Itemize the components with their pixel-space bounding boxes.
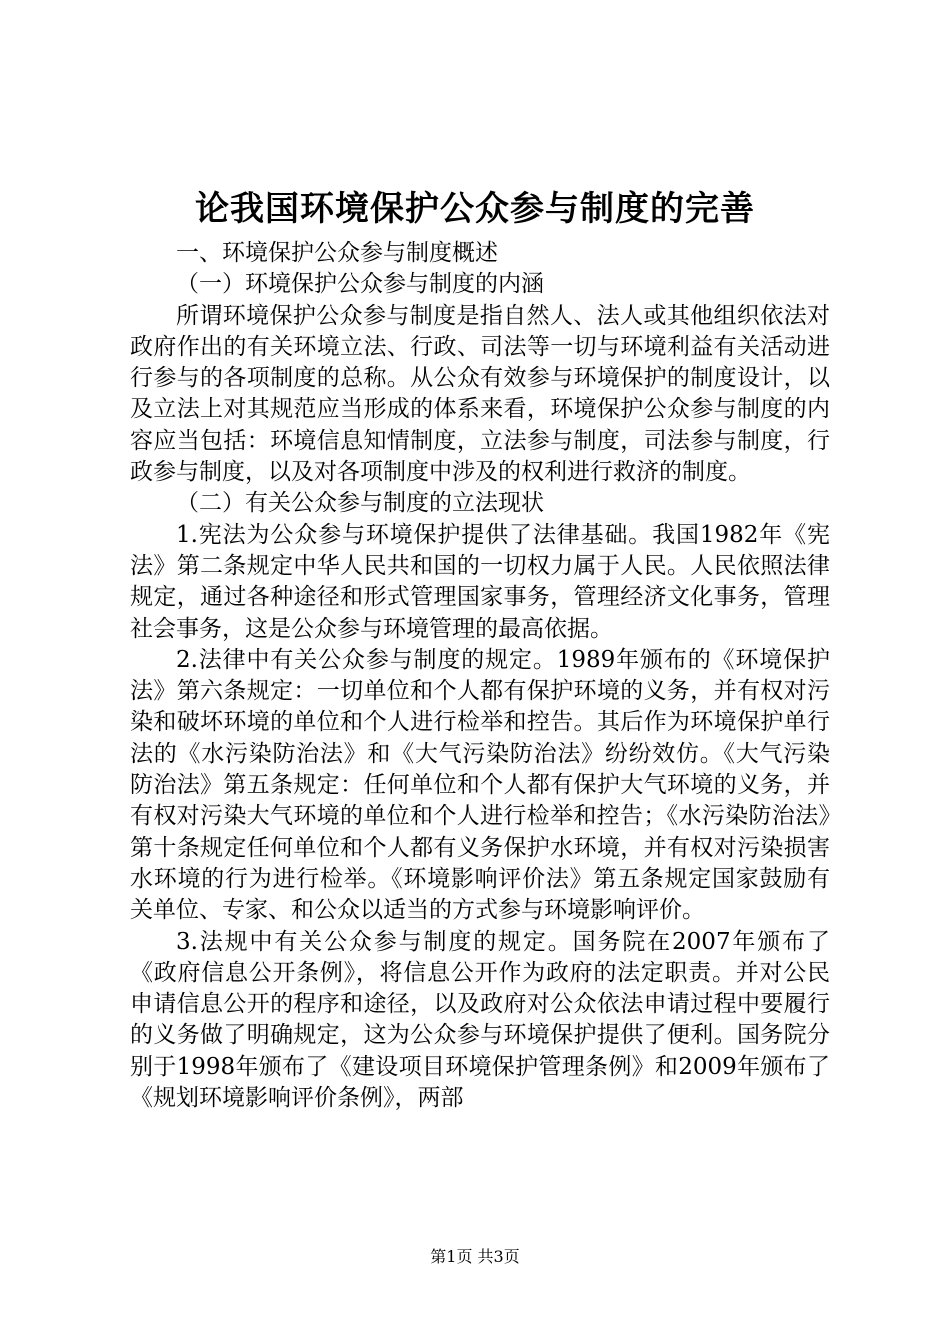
page-footer: 第1页 共3页 <box>430 1247 520 1266</box>
paragraph: 所谓环境保护公众参与制度是指自然人、法人或其他组织依法对政府作出的有关环境立法、行政、司法等一切与环境利益有关活动进行参与的各项制度的总称。从公众有效参与环境保护的制度设计，以及立法上对其规范应当形成的体系来看，环境保护公众参与制度的内容应当包括：环境信息知情制度，立法参与制度，司法参与制度，行政参与制度，以及对各项制度中涉及的权利进行救济的制度。 <box>130 302 830 486</box>
paragraph: 3.法规中有关公众参与制度的规定。国务院在2007年颁布了《政府信息公开条例》，将信息公开作为政府的法定职责。并对公民申请信息公开的程序和途径，以及政府对公众依法申请过程中要履行的义务做了明确规定，这为公众参与环境保护提供了便利。国务院分别于1998年颁布了《建设项目环境保护管理条例》和2009年颁布了《规划环境影响评价条例》，两部 <box>130 928 830 1112</box>
subsection-heading: （二）有关公众参与制度的立法现状 <box>176 490 544 517</box>
paragraph: 2.法律中有关公众参与制度的规定。1989年颁布的《环境保护法》第六条规定：一切单位和个人都有保护环境的义务，并有权对污染和破坏环境的单位和个人进行检举和控告。其后作为环境保护单行法的《水污染防治法》和《大气污染防治法》纷纷效仿。《大气污染防治法》第五条规定：任何单位和个人都有保护大气环境的义务，并有权对污染大气环境的单位和个人进行检举和控告；《水污染防治法》第十条规定任何单位和个人都有义务保护水环境，并有权对污染损害水环境的行为进行检举。《环境影响评价法》第五条规定国家鼓励有关单位、专家、和公众以适当的方式参与环境影响评价。 <box>130 646 830 924</box>
subsection-heading: （一）环境保护公众参与制度的内涵 <box>176 271 544 298</box>
section-heading: 一、环境保护公众参与制度概述 <box>176 240 498 266</box>
document-title: 论我国环境保护公众参与制度的完善 <box>195 189 755 229</box>
paragraph: 1.宪法为公众参与环境保护提供了法律基础。我国1982年《宪法》第二条规定中华人民共和国的一切权力属于人民。人民依照法律规定，通过各种途径和形式管理国家事务，管理经济文化事务，管理社会事务，这是公众参与环境管理的最高依据。 <box>130 521 830 642</box>
document-body <box>130 238 830 1114</box>
